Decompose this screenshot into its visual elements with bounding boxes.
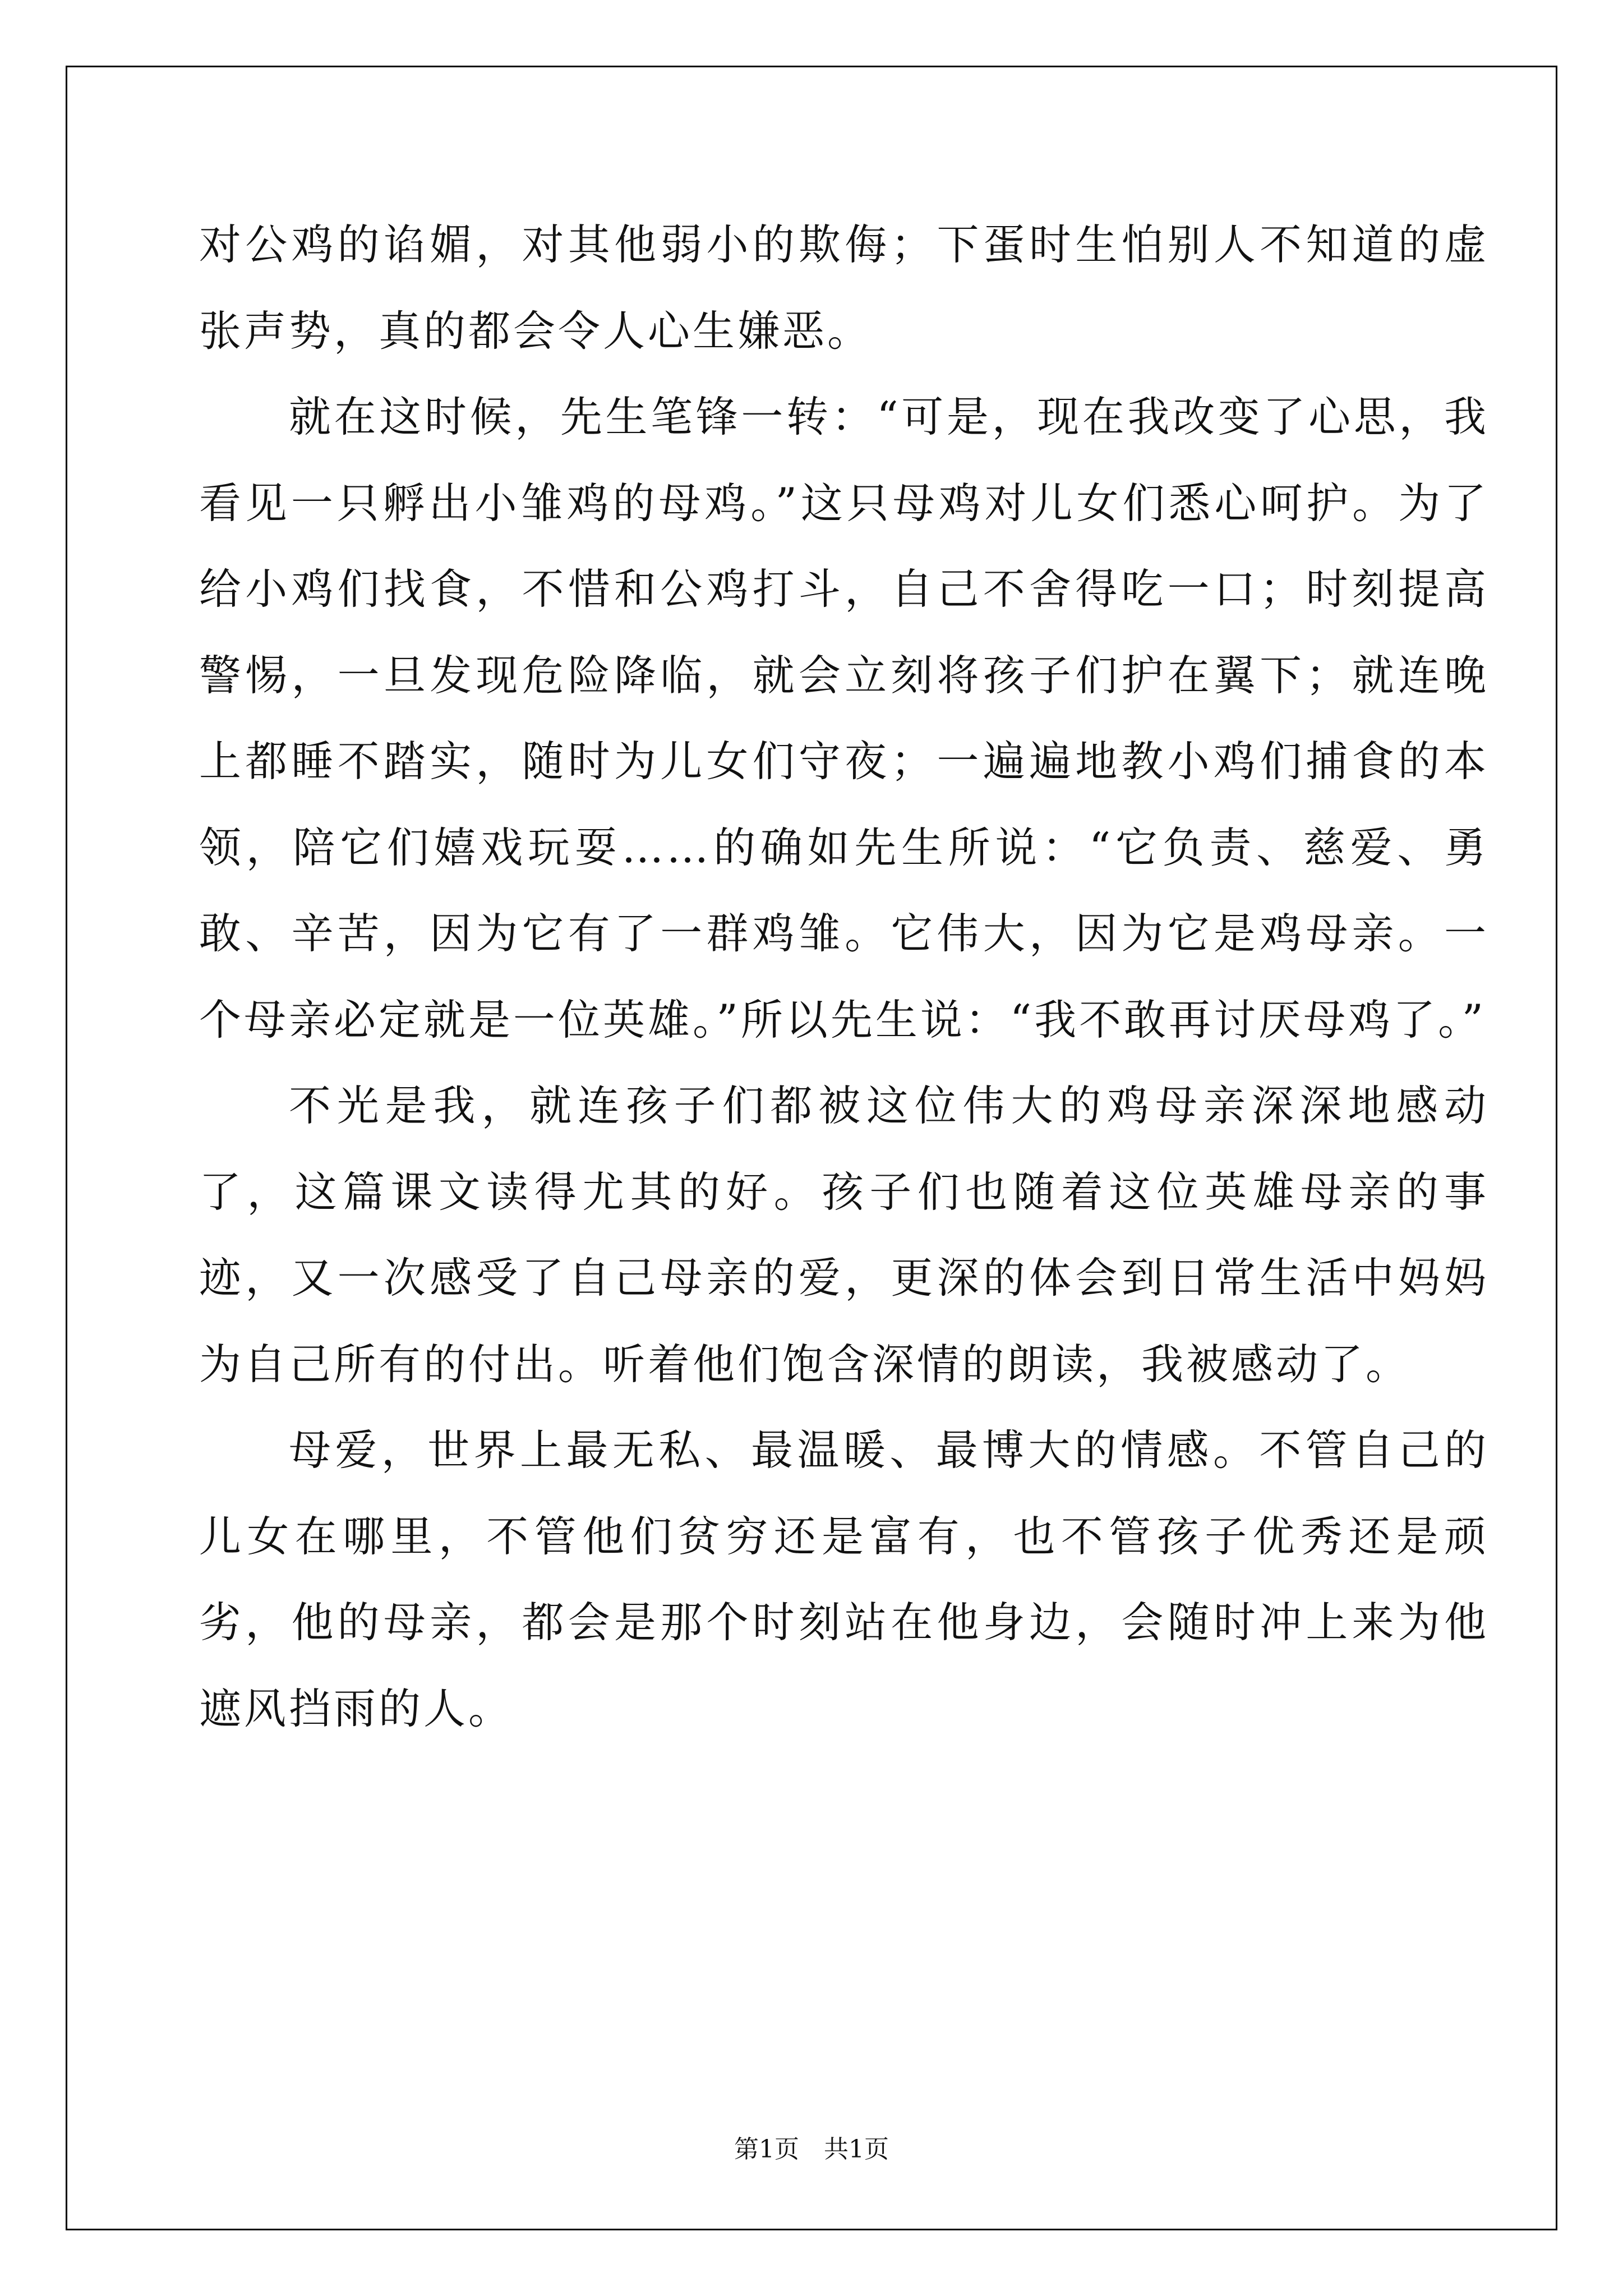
page-number: 第1页 共1页 xyxy=(734,2135,889,2164)
paragraph-4: 母爱，世界上最无私、最温暖、最博大的情感。不管自己的儿女在哪里，不管他们贫穷还是富有，也不管孩子优秀还是顽劣，他的母亲，都会是那个时刻站在他身边，会随时冲上来为他遮风挡雨的人。 xyxy=(199,1425,1489,1733)
paragraph-1: 对公鸡的谄媚，对其他弱小的欺侮；下蛋时生怕别人不知道的虚张声势，真的都会令人心生嫌恶。 xyxy=(199,220,1489,356)
paragraph-3: 不光是我，就连孩子们都被这位伟大的鸡母亲深深地感动了，这篇课文读得尤其的好。孩子们也随着这位英雄母亲的事迹，又一次感受了自己母亲的爱，更深的体会到日常生活中妈妈为自己所有的付出。听着他们饱含深情的朗读，我被感动了。 xyxy=(199,1081,1489,1389)
paragraph-2: 就在这时候，先生笔锋一转：“可是，现在我改变了心思，我看见一只孵出小雏鸡的母鸡。”这只母鸡对儿女们悉心呵护。为了给小鸡们找食，不惜和公鸡打斗，自己不舍得吃一口；时刻提高警惕，一旦发现危险降临，就会立刻将孩子们护在翼下；就连晚上都睡不踏实，随时为儿女们守夜；一遍遍地教小鸡们捕食的本领，陪它们嬉戏玩耍……的确如先生所说：“它负责、慈爱、勇敢、辛苦，因为它有了一群鸡雏。它伟大，因为它是鸡母亲。一个母亲必定就是一位英雄。”所以先生说：“我不敢再讨厌母鸡了。” xyxy=(199,392,1489,1045)
document-body xyxy=(199,202,1489,1752)
